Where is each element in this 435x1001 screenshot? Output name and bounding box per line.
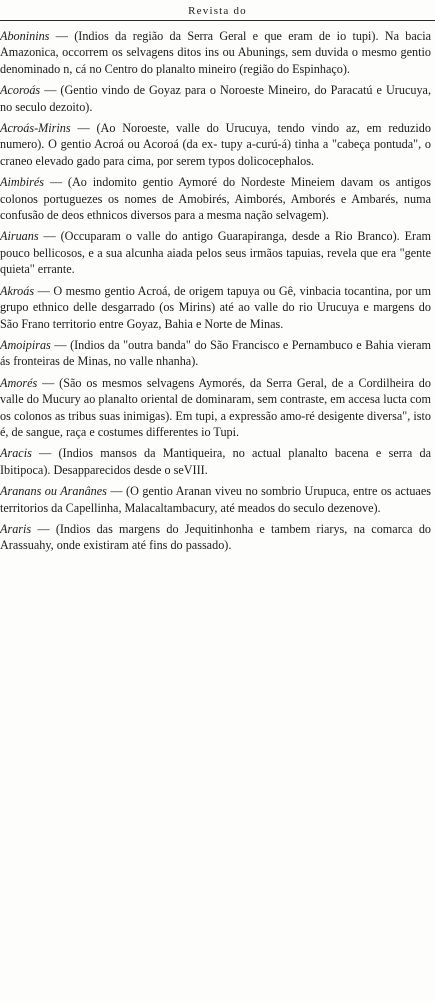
entry-head: Acoroás [0, 83, 41, 98]
entry-text: — (São os mesmos selvagens Aymorés, da Serra Geral, de a Cordilheira do valle do Mucury ao planalto oriental de dominaram, sem contraste, em accesa lucta com os colonos as tribus suas inimigas). Em tupi, a expressão amo-ré desigente diversa", isto é, de sangue, raça e costumes differentes io Tupi. [0, 375, 431, 439]
entry-acroas-mirins [0, 120, 431, 169]
entry-text: — (Indios das margens do Jequitinhonha e tambem riarys, na comarca do Arassuahy, onde existiram até fins do passado). [0, 521, 431, 553]
entry-akroas [0, 283, 431, 332]
entry-airuans [0, 228, 431, 277]
entry-aimbires [0, 174, 431, 223]
entry-text: — (Indios da região da Serra Geral e que eram de io tupi). Na bacia Amazonica, occorrem os selvagens ditos ins ou Abunings, sem duvida o mesmo gentio denominado n, cá no Centro do planalto mineiro (região do Espinhaço). [0, 29, 431, 76]
entry-aranans [0, 483, 431, 516]
entry-head: Aracis [0, 446, 32, 461]
entry-amores [0, 375, 431, 441]
entry-head: Amoipiras [0, 337, 51, 352]
entry-araris [0, 521, 431, 554]
entry-text: — (Indios da "outra banda" do São Francisco e Pernambuco e Bahia vieram ás fronteiras de Minas, no valle nhanha). [0, 337, 431, 369]
entry-text: — (Indios mansos da Mantiqueira, no actual planalto bacena e serra da Ibitipoca). Desapparecidos desde o seVIII. [0, 446, 431, 477]
entry-head: Aboninins [0, 29, 50, 43]
entry-text: — (Ao indomito gentio Aymoré do Nordeste Mineiem davam os antigos colonos portuguezes os nomes de Amobirés, Aimborés, Amborés e Ambarés, numa confusão de deos ethnicos diversos para a mesma nação selvagem). [0, 175, 431, 223]
entry-head: Araris [0, 521, 32, 536]
entry-text: — (Occuparam o valle do antigo Guarapiranga, desde a Rio Branco). Eram pouco bellicosos, e a sua alcunha aiada pelos seus irmãos tapuias, revela que era "gente quieta" errante. [0, 229, 431, 277]
entry-head: Akroás [0, 283, 35, 298]
entry-text: — O mesmo gentio Acroá, de origem tapuya ou Gê, vinbacia tocantina, por um grupo ethnico delle desgarrado (os Mirins) até ao valle do rio Urucuya e margens do São Franо territorio entre Goyaz, Bahia e Norte de Minas. [0, 283, 431, 331]
entry-aracis [0, 445, 431, 478]
entry-text: — (Ao Noroeste, valle do Urucuya, tendo vindo az, em reduzido numero). O gentio Acroá ou Acoroá (da ex- tupy a-curú-á) tinha a "cabeça pontuda", o craneo elevado gado para cima, por serem typos dolicocephalos. [0, 121, 431, 168]
entry-list [0, 21, 435, 554]
entry-head: Aimbirés [0, 175, 45, 190]
entry-head: Aranans ou Aranânes [0, 484, 107, 499]
entry-head: Amorés [0, 375, 38, 390]
entry-head: Airuans [0, 229, 39, 244]
running-head: Revista do [188, 5, 247, 17]
entry-text: — (Gentio vindo de Goyaz para o Noroeste Mineiro, do Paracatú e Urucuya, no seculo dezoito). [0, 83, 431, 114]
entry-acoroas [0, 82, 431, 115]
entry-head: Acroás-Mirins [0, 121, 71, 136]
entry-text: — (O gentio Aranan viveu no sombrio Urupuca, entre os actuaes territorios da Capellinha, Malacaltambacury, até meados do seculo dezenove). [0, 484, 431, 515]
entry-amoipiras [0, 337, 431, 370]
entry-aboninins [0, 28, 431, 77]
